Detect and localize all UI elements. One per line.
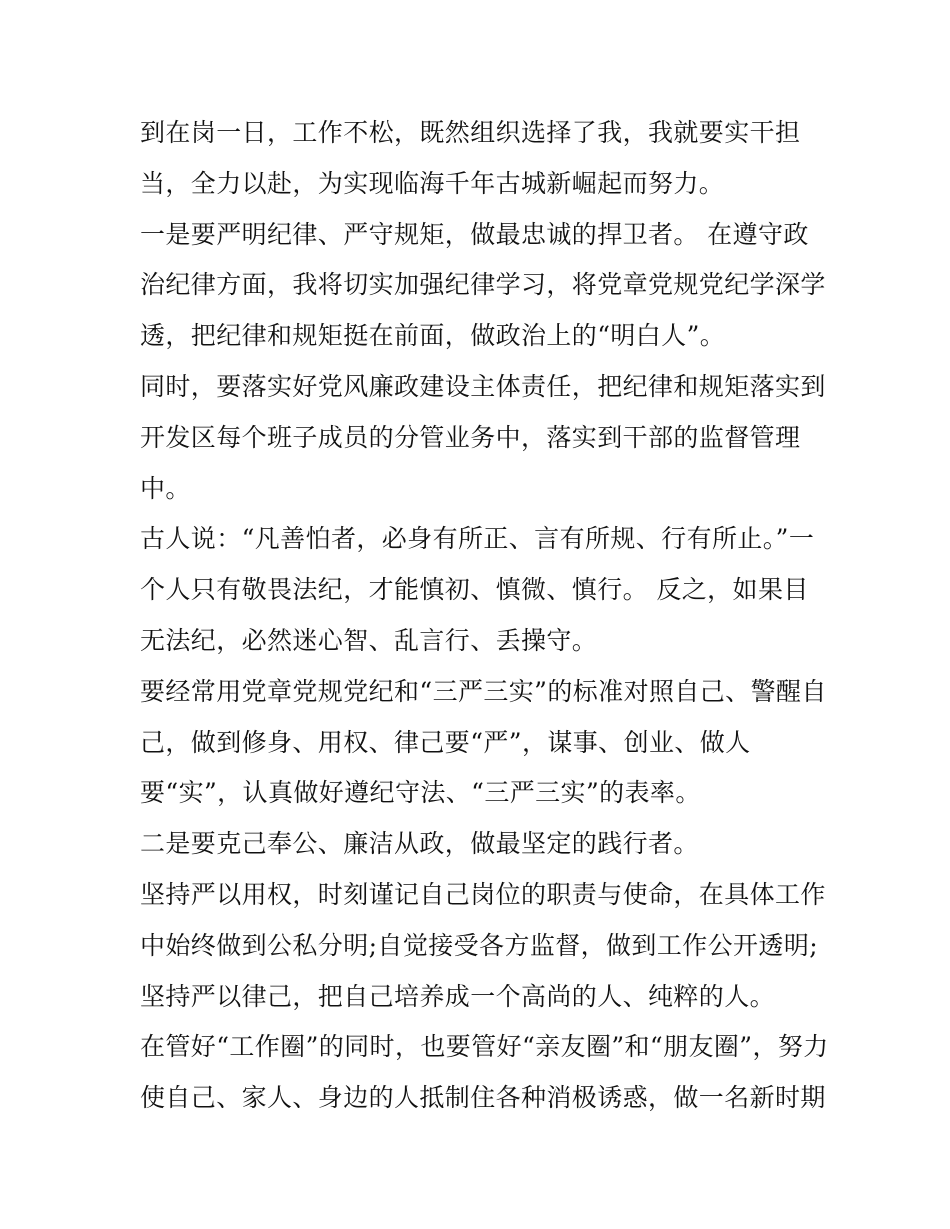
text-line: 到在岗一日，工作不松，既然组织选择了我，我就要实干担 — [140, 118, 801, 147]
text-line: 同时，要落实好党风廉政建设主体责任，把纪律和规矩落实到 — [140, 371, 826, 401]
text-line: 当，全力以赴，为实现临海千年古城新崛起而努力。 — [140, 168, 725, 198]
text-line: 在管好“工作圈”的同时，也要管好“亲友圈”和“朋友圈”，努力 — [140, 1032, 829, 1062]
text-line: 开发区每个班子成员的分管业务中，落实到干部的监督管理 — [140, 422, 801, 452]
text-line: 要“实”，认真做好遵纪守法、“三严三实”的表率。 — [140, 778, 701, 808]
text-line: 治纪律方面，我将切实加强纪律学习，将党章党规党纪学深学 — [140, 270, 826, 300]
text-line: 古人说：“凡善怕者，必身有所正、言有所规、行有所止。”一 — [140, 524, 815, 554]
text-line: 中始终做到公私分明;自觉接受各方监督，做到工作公开透明; — [140, 930, 819, 960]
text-line: 使自己、家人、身边的人抵制住各种消极诱惑，做一名新时期 — [140, 1083, 826, 1113]
document-body — [140, 108, 829, 1124]
text-line: 无法纪，必然迷心智、乱言行、丢操守。 — [140, 625, 598, 655]
text-line: 己，做到修身、用权、律己要“严”，谋事、创业、做人 — [140, 727, 751, 757]
text-line: 要经常用党章党规党纪和“三严三实”的标准对照自己、警醒自 — [140, 676, 827, 706]
text-line: 中。 — [140, 473, 191, 503]
text-line: 坚持严以律己，把自己培养成一个高尚的人、纯粹的人。 — [140, 981, 776, 1011]
text-line: 透，把纪律和规矩挺在前面，做政治上的“明白人”。 — [140, 321, 726, 351]
text-line: 一是要严明纪律、严守规矩，做最忠诚的捍卫者。 在遵守政 — [140, 219, 809, 249]
text-line: 二是要克己奉公、廉洁从政，做最坚定的践行者。 — [140, 829, 699, 859]
text-line: 坚持严以用权，时刻谨记自己岗位的职责与使命，在具体工作 — [140, 879, 826, 909]
text-line: 个人只有敬畏法纪，才能慎初、慎微、慎行。 反之，如果目 — [140, 575, 809, 605]
